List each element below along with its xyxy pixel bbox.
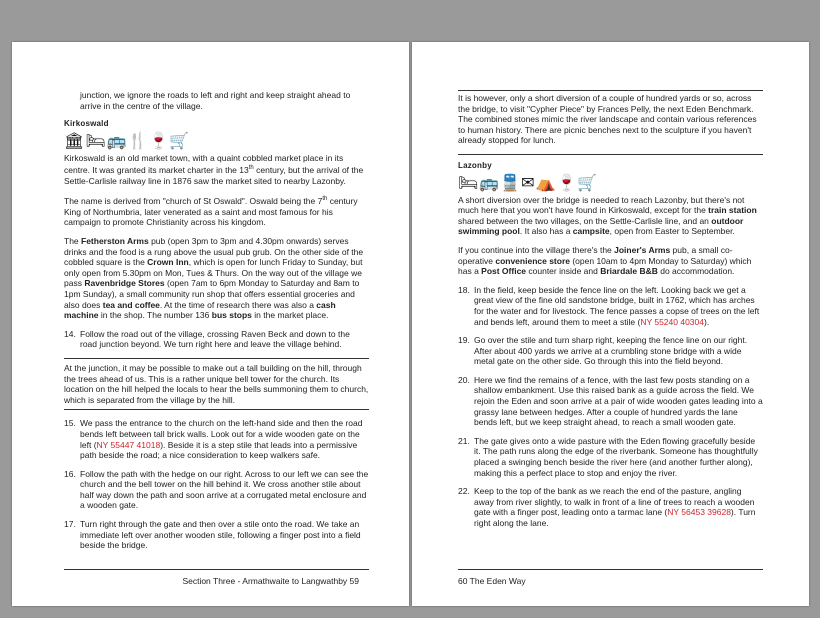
right-intro: It is however, only a short diversion of a couple of hundred yards or so, across the bridge, to visit "Cypher Piece" by Frances Pelly, the next Eden Benchmark. The combined stones mimic the river landscape and contain various references to human history. There are picnic benches next to the sculpture if you haven't already stopped for lunch. bbox=[458, 90, 763, 146]
step-16: 16. Follow the path with the hedge on our right. Across to our left we can see the church and the bell tower on the hill behind it. We cross another stile about half way down the path and soon arrive at a corrugated metal enclosure and a wooden gate. bbox=[64, 468, 369, 511]
step-19: 19. Go over the stile and turn sharp right, keeping the fence line on our right. After about 400 yards we arrive at a crumbling stone bridge with a wide metal gate on the other side. Go through this into the field beyond. bbox=[458, 335, 748, 367]
step-15: 15. We pass the entrance to the church on the left-hand side and then the road bends left between tall brick walls. Look out for a wide wooden gate on the left (NY 55447 41018). Beside it is a step stile that leads into a permissive path beside the road; a nice consideration to keep walkers safe. bbox=[64, 418, 363, 461]
left-page bbox=[12, 42, 409, 606]
kirkoswald-para-2: The name is derived from "church of St Oswald". Oswald being the 7th century King of Northumbria, later venerated as a saint and most famous for his campaign to promote Christianity across his kingdom. bbox=[64, 196, 358, 228]
kirkoswald-para-3: The Fetherston Arms pub (open 3pm to 3pm and 4.30pm onwards) serves drinks and the food is a rung above the usual pub grub. On the other side of the cobbled square is the Crown Inn, which is open for lunch Friday to Sunday, but only open from 5.30pm on Mon, Tues & Thurs. On the way out of the village we pass Ravenbridge Stores (open 7am to 6pm Monday to Saturday and 8am to 1pm Sunday), a small community run shop that offers essential groceries and also does tea and coffee. At the time of research there was also a cash machine in the shop. The number 136 bus stops in the market place. bbox=[64, 236, 364, 321]
lazonby-para-1: A short diversion over the bridge is needed to reach Lazonby, but there's not much here that you won't have found in Kirkoswald, except for the train station shared between the two villages, on the Settle-Carlisle line, and an outdoor swimming pool. It also has a campsite, open from Easter to September. bbox=[458, 194, 757, 237]
right-page bbox=[412, 42, 809, 606]
bell-tower-note: At the junction, it may be possible to make out a tall building on the hill, through the trees ahead of us. This is a rather unique bell tower for the church. Its location on the hill helped the locals to hear the bells summoning them to church, which is separated from the village by the hill. bbox=[64, 358, 369, 410]
kirkoswald-heading: Kirkoswald bbox=[64, 119, 109, 129]
step-14: 14. Follow the road out of the village, crossing Raven Beck and down to the road junction beyond. We turn right here and leave the village behind. bbox=[64, 328, 350, 350]
grid-ref-18: NY 55240 40304 bbox=[640, 316, 704, 327]
grid-ref-15: NY 55447 41018 bbox=[96, 439, 161, 450]
left-intro: junction, we ignore the roads to left and right and keep straight ahead to arrive in the centre of the village. bbox=[80, 90, 351, 111]
left-page-content bbox=[64, 90, 369, 559]
step-22: 22. Keep to the top of the bank as we reach the end of the pasture, angling away from river slightly, to walk in front of a line of trees to reach a wooden gate with a finger post, leading onto a tarmac lane (NY 56453 39628). Turn right along the lane. bbox=[458, 486, 756, 528]
lazonby-heading: Lazonby bbox=[458, 160, 492, 170]
left-page-footer: Section Three - Armathwaite to Langwathby 59 bbox=[182, 576, 359, 586]
right-page-footer: 60 The Eden Way bbox=[458, 576, 526, 586]
lazonby-para-2: If you continue into the village there's the Joiner's Arms pub, a small co-operative convenience store (open 10am to 4pm Monday to Saturday) which has a Post Office counter inside and Briardale B&B do accommodation. bbox=[458, 244, 752, 277]
section-divider bbox=[458, 154, 763, 155]
grid-ref-22: NY 56453 39628 bbox=[667, 507, 731, 518]
right-page-content bbox=[458, 90, 763, 537]
lazonby-facility-icons: 🛏🚌🚆✉⛺🍷🛒 bbox=[458, 174, 599, 192]
step-21: 21. The gate gives onto a wide pasture with the Eden flowing gracefully beside it. The path runs along the edge of the riverbank. Someone has thoughtfully placed a swinging bench beside the river here (and another further along), making this a perfect place to stop and enjoy the river. bbox=[458, 435, 758, 478]
step-20: 20. Here we find the remains of a fence, with the last few posts standing on a shallow embankment. Use this raised bank as a guide across the field. We rejoin the Eden and soon arrive at a pair of wide wooden gates leading into a grassy lane between hedges. After a couple of hundred yards the lane bends left, but we keep straight ahead, to reach a small wooden gate. bbox=[458, 374, 763, 428]
left-footer-rule bbox=[64, 569, 369, 570]
right-footer-rule bbox=[458, 569, 763, 570]
kirkoswald-facility-icons: 🏛🛏🚌🍴🍷🛒 bbox=[64, 132, 191, 150]
step-18: 18. In the field, keep beside the fence line on the left. Looking back we get a great view of the fine old sandstone bridge, built in 1762, which has arches for the water and for livestock. The fence passes a copse of trees on the left and bends left, around them to meet a stile (NY 55240 40304). bbox=[458, 284, 760, 327]
step-17: 17. Turn right through the gate and then over a stile onto the road. We take an immediate left over another wooden stile, following a finger post into a field beside the bridge. bbox=[64, 519, 361, 551]
kirkoswald-para-1: Kirkoswald is an old market town, with a quaint cobbled market place in its centre. It was granted its market charter in the 13th century, but the arrival of the Settle-Carlisle railway line in 1876 saw the market sited to nearby Lazonby. bbox=[64, 152, 364, 186]
